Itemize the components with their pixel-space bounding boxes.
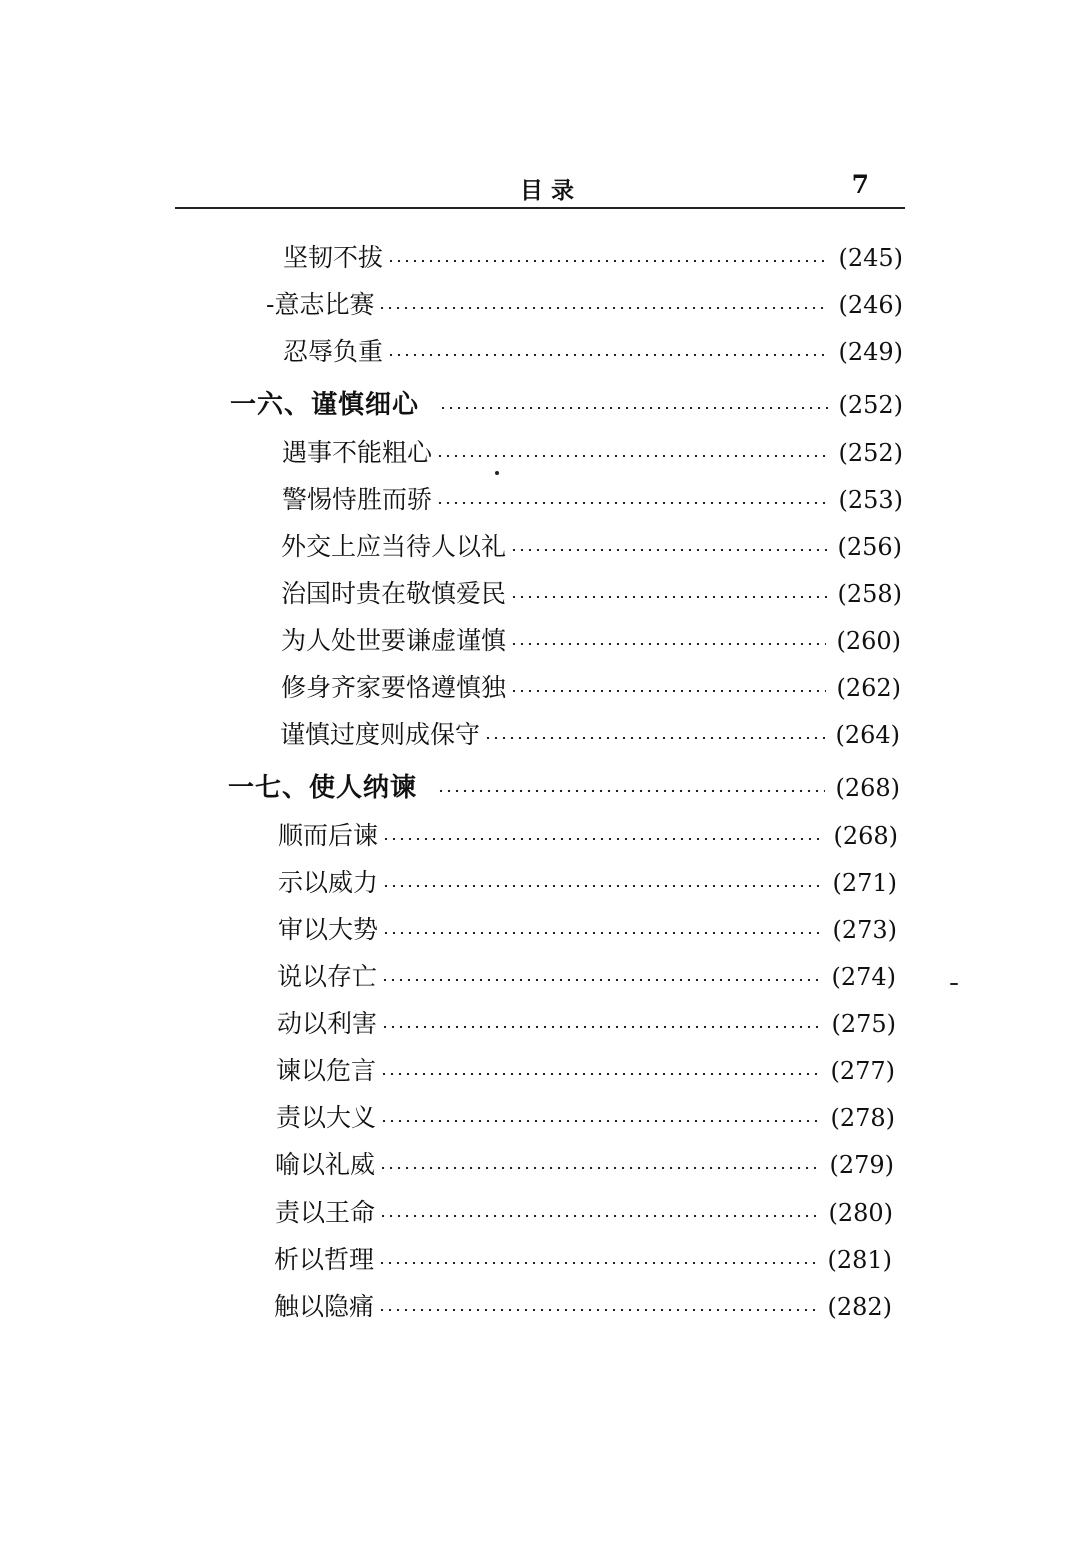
toc-entry-label: 遇事不能粗心 <box>282 438 433 467</box>
dot-leader <box>437 790 825 792</box>
toc-entry-page: (252) <box>838 439 903 467</box>
toc-entry[interactable] <box>274 1287 892 1327</box>
toc-section-heading[interactable] <box>228 768 900 808</box>
dot-leader <box>382 932 822 934</box>
toc-entry-label: 说以存亡 <box>277 962 378 991</box>
dot-leader <box>380 1073 820 1075</box>
toc-entry-page: (262) <box>836 674 901 702</box>
toc-section-heading[interactable] <box>230 385 903 425</box>
toc-entry-page: (245) <box>838 244 903 272</box>
dot-leader <box>378 1262 817 1264</box>
toc-entry-page: (281) <box>827 1246 892 1274</box>
toc-entry-label: 外交上应当待人以礼 <box>281 532 507 561</box>
dot-leader <box>436 502 828 504</box>
toc-entry-label: 动以利害 <box>277 1009 378 1038</box>
toc-entry[interactable] <box>278 910 897 950</box>
toc-entry-page: (282) <box>827 1293 892 1321</box>
dot-leader <box>387 354 828 356</box>
toc-entry-page: (271) <box>832 869 897 897</box>
dot-leader <box>378 1309 817 1311</box>
toc-entry[interactable] <box>281 668 901 708</box>
toc-entry-page: (258) <box>837 580 902 608</box>
toc-entry-page: (280) <box>828 1199 893 1227</box>
dot-leader <box>484 737 825 739</box>
toc-entry[interactable] <box>283 238 903 278</box>
toc-entry-label: 谨慎过度则成保守 <box>280 720 481 749</box>
toc-entry[interactable] <box>281 527 902 567</box>
toc-entry[interactable] <box>275 1193 893 1233</box>
toc-entry[interactable] <box>277 1004 896 1044</box>
toc-entry-page: (256) <box>837 533 902 561</box>
dot-leader <box>510 643 826 645</box>
dot-leader <box>381 979 821 981</box>
toc-entry-page: (273) <box>832 916 897 944</box>
dot-leader <box>436 455 828 457</box>
toc-entry[interactable] <box>282 480 903 520</box>
toc-entry[interactable] <box>274 1240 892 1280</box>
toc-entry[interactable] <box>266 285 903 325</box>
toc-entry[interactable] <box>281 574 902 614</box>
dot-leader <box>382 885 822 887</box>
toc-entry-label: 审以大势 <box>278 915 379 944</box>
toc-entry-label: 谏以危言 <box>276 1056 377 1085</box>
dot-leader <box>378 307 828 309</box>
toc-entry-label: 责以大义 <box>276 1103 377 1132</box>
toc-entry[interactable] <box>277 957 896 997</box>
toc-entry-page: (246) <box>838 291 903 319</box>
dot-leader <box>382 838 823 840</box>
toc-entry-page: (278) <box>830 1104 895 1132</box>
toc-entry-label: 触以隐痛 <box>274 1292 375 1321</box>
toc-section-page: (268) <box>835 774 900 802</box>
dot-leader <box>439 407 828 409</box>
toc-entry[interactable] <box>278 816 898 856</box>
toc-entry-label: 警惕恃胜而骄 <box>282 485 433 514</box>
header-page-number: 7 <box>851 170 869 199</box>
toc-entry-page: (279) <box>829 1151 894 1179</box>
toc-entry-label: 责以王命 <box>275 1198 376 1227</box>
toc-entry[interactable] <box>283 332 903 372</box>
toc-entry-label: 为人处世要谦虚谨慎 <box>281 626 507 655</box>
print-speck <box>950 983 958 985</box>
toc-entry[interactable] <box>280 715 900 755</box>
toc-entry-page: (253) <box>838 486 903 514</box>
toc-section-label: 一六、谨慎细心 <box>230 390 420 420</box>
dot-leader <box>380 1120 820 1122</box>
toc-entry[interactable] <box>275 1145 894 1185</box>
toc-entry[interactable] <box>276 1098 895 1138</box>
toc-entry-label: 喻以礼威 <box>275 1150 376 1179</box>
toc-entry[interactable] <box>278 863 897 903</box>
toc-entry-page: (268) <box>833 822 898 850</box>
toc-entry-page: (264) <box>835 721 900 749</box>
toc-entry-label: 坚韧不拔 <box>283 243 384 272</box>
toc-section-label: 一七、使人纳谏 <box>228 773 418 803</box>
dot-leader <box>387 260 828 262</box>
toc-section-page: (252) <box>838 391 903 419</box>
toc-entry-page: (275) <box>831 1010 896 1038</box>
toc-entry[interactable] <box>276 1051 895 1091</box>
toc-entry[interactable] <box>282 433 903 473</box>
dot-leader <box>381 1026 821 1028</box>
dot-leader <box>379 1167 819 1169</box>
print-speck <box>495 471 499 475</box>
header-title: 目 录 <box>519 177 574 204</box>
toc-entry-label: 示以威力 <box>278 868 379 897</box>
toc-entry-page: (274) <box>831 963 896 991</box>
toc-entry-label: 析以哲理 <box>274 1245 375 1274</box>
dot-leader <box>379 1215 818 1217</box>
toc-entry[interactable] <box>281 621 901 661</box>
dot-leader <box>510 690 826 692</box>
toc-entry-label: 治国时贵在敬慎爱民 <box>281 579 507 608</box>
toc-entry-page: (260) <box>836 627 901 655</box>
toc-entry-page: (277) <box>830 1057 895 1085</box>
toc-entry-page: (249) <box>838 338 903 366</box>
toc-entry-label: -意志比赛 <box>266 290 375 319</box>
toc-entry-label: 修身齐家要恪遵慎独 <box>281 673 507 702</box>
toc-entry-label: 忍辱负重 <box>283 337 384 366</box>
toc-entry-label: 顺而后谏 <box>278 821 379 850</box>
dot-leader <box>510 549 827 551</box>
dot-leader <box>510 596 827 598</box>
